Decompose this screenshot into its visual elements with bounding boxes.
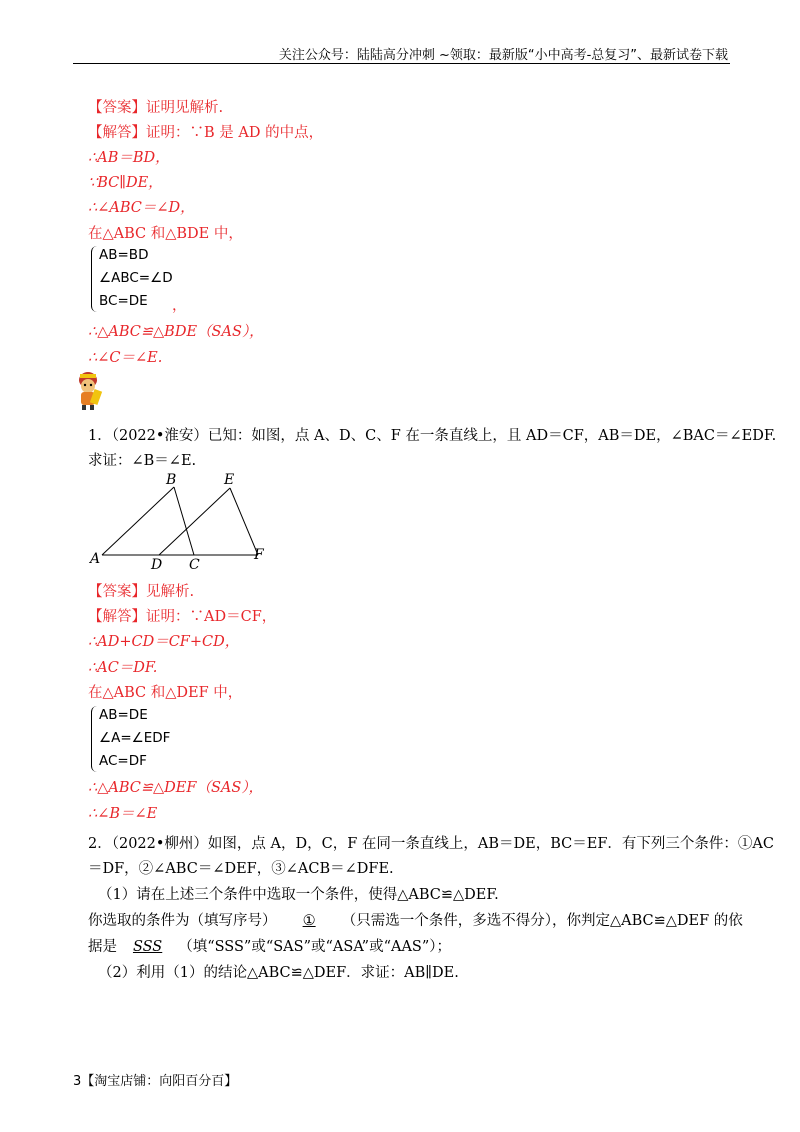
page-footer: 3【淘宝店铺：向阳百分百】 — [73, 1074, 238, 1089]
solution-step: ∴AD+CD＝CF+CD， — [88, 634, 240, 650]
question-2-part2: （2）利用（1）的结论△ABC≌△DEF．求证：AB∥DE. — [98, 965, 459, 981]
point-label-E: E — [224, 472, 235, 488]
answer-label-1: 【答案】证明见解析. — [88, 100, 224, 116]
mascot-icon — [72, 368, 104, 412]
question-1-prove: 求证：∠B＝∠E. — [88, 453, 197, 469]
point-label-C: C — [189, 557, 200, 573]
prompt-text: 你选取的条件为（填写序号） — [88, 913, 277, 929]
question-2-basis-line — [88, 935, 451, 956]
question-2-stem: ＝DF，②∠ABC＝∠DEF，③∠ACB＝∠DFE. — [88, 861, 394, 877]
solution-label-q1: 【解答】证明：∵AD＝CF， — [88, 609, 277, 625]
line-BC — [174, 487, 194, 555]
point-label-B: B — [166, 472, 177, 488]
solution-step: ∴∠C＝∠E. — [88, 350, 163, 366]
answer-label-q1: 【答案】见解析. — [88, 584, 195, 600]
prompt-text: （填“SSS”或“SAS”或“ASA”或“AAS”）； — [178, 939, 452, 955]
equation-brace — [91, 246, 97, 312]
question-2-blank-line — [88, 909, 743, 930]
equation-system-1 — [99, 244, 173, 313]
solution-step: 在△ABC 和△BDE 中， — [88, 226, 243, 242]
solution-label-1: 【解答】证明：∵B 是 AD 的中点， — [88, 125, 324, 141]
question-2-part1: （1）请在上述三个条件中选取一个条件，使得△ABC≌△DEF. — [98, 887, 499, 903]
solution-step: ∴△ABC≌△DEF（SAS）， — [88, 780, 264, 796]
solution-step: ∴△ABC≌△BDE（SAS）， — [88, 324, 264, 340]
prompt-text: （只需选一个条件，多选不得分），你判定△ABC≌△DEF 的依 — [341, 913, 743, 929]
fill-blank-answer: ① — [302, 913, 316, 929]
fill-blank-answer: SSS — [132, 939, 163, 955]
equation-line: AB=DE — [99, 707, 148, 723]
header-divider — [73, 63, 730, 64]
solution-step: ∴∠B＝∠E — [88, 806, 158, 822]
equation-system-2 — [99, 704, 170, 773]
solution-step: ∴AC＝DF. — [88, 660, 158, 676]
equation-line: BC=DE — [99, 293, 148, 309]
prompt-text: 据是 — [88, 939, 117, 955]
point-label-F: F — [254, 547, 264, 563]
solution-step: ∵BC∥DE， — [88, 175, 163, 191]
equation-line: ∠ABC=∠D — [99, 270, 173, 286]
point-label-D: D — [151, 557, 163, 573]
equation-line: AC=DF — [99, 753, 147, 769]
point-label-A: A — [90, 551, 101, 567]
equation-line: ∠A=∠EDF — [99, 730, 171, 746]
equation-brace — [91, 706, 97, 772]
solution-step: ∴AB＝BD， — [88, 150, 170, 166]
line-EF — [230, 488, 258, 555]
page-header: 关注公众号：陆陆高分冲刺 ~领取：最新版“小中高考-总复习”、最新试卷下载 — [278, 48, 728, 63]
solution-step: 在△ABC 和△DEF 中， — [88, 685, 243, 701]
question-1-stem: 1．（2022•淮安）已知：如图，点 A、D、C、F 在一条直线上，且 AD＝CF，AB＝DE，∠BAC＝∠EDF. — [88, 428, 777, 444]
equation-comma: ， — [172, 298, 187, 314]
question-2-stem: 2．（2022•柳州）如图，点 A，D，C，F 在同一条直线上，AB＝DE，BC＝EF．有下列三个条件：①AC — [88, 836, 774, 852]
line-DE — [159, 488, 230, 555]
triangle-figure — [88, 470, 278, 575]
solution-step: ∴∠ABC＝∠D， — [88, 200, 195, 216]
equation-line: AB=BD — [99, 247, 149, 263]
line-AB — [102, 487, 174, 555]
